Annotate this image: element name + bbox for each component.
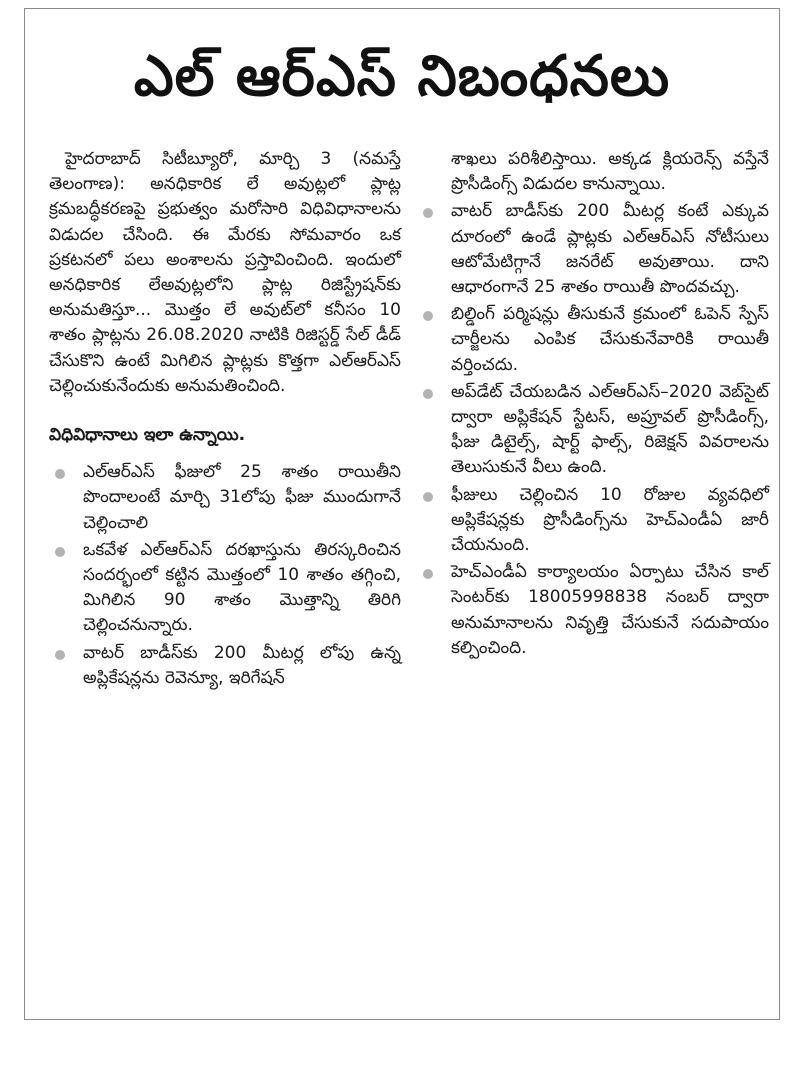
bullet-dot-icon <box>55 650 65 660</box>
list-item-text: ఫీజులు చెల్లించిన 10 రోజుల వ్యవధిలో అప్లికేషన్లకు ప్రొసీడింగ్స్‌ను హెచ్ఎండీఏ జారీ చేయనుంది. <box>451 484 769 556</box>
list-item-text: వాటర్ బాడీస్‌కు 200 మీటర్ల లోపు ఉన్న అప్లికేషన్లను రెవెన్యూ, ఇరిగేషన్ <box>83 642 401 688</box>
list-item <box>417 199 769 300</box>
headline: ఎల్ ఆర్ఎస్ నిబంధనలు <box>133 44 671 109</box>
list-item-text: ఎల్ఆర్ఎస్ ఫీజులో 25 శాతం రాయితీని పొందాలంటే మార్చి 31లోపు ఫీజు ముందుగానే చెల్లించాలి <box>83 462 401 533</box>
subheading: విధివిధానాలు ఇలా ఉన్నాయి. <box>49 425 246 446</box>
list-item <box>417 302 769 378</box>
list-item <box>49 641 401 691</box>
list-item-text: వాటర్ బాడీస్‌కు 200 మీటర్ల కంటే ఎక్కువ దూరంలో ఉండే ప్లాట్లకు ఎల్ఆర్ఎస్ నోటీసులు ఆటోమేటిగ్గానే జనరేట్ అవుతాయి. దాని ఆధారంగానే 25 శాతం రాయితీ పొందవచ్చు. <box>451 201 769 298</box>
list-item-text: హెచ్ఎండీఏ కార్యాలయం ఏర్పాటు చేసిన కాల్ సెంటర్‌కు 18005998838 నంబర్ ద్వారా అనుమానాలను నివృత్తి చేసుకునే సదుపాయం కల్పించింది. <box>451 562 769 658</box>
list-item <box>49 538 401 639</box>
list-item <box>417 380 769 481</box>
right-column <box>417 147 769 663</box>
list-item-text: బిల్డింగ్ పర్మిషన్లు తీసుకునే క్రమంలో ఓపెన్ స్పేస్ చార్జీలను ఎంపిక చేసుకునేవారికి రాయితీ వర్తించదు. <box>451 304 769 375</box>
bullet-dot-icon <box>55 547 65 557</box>
bullet-dot-icon <box>423 389 433 399</box>
lead-paragraph: హైదరాబాద్ సిటీబ్యూరో, మార్చి 3 (నమస్తే తెలంగాణ): అనధికారిక లే అవుట్లలో ప్లాట్ల క్రమబద్ధీకరణపై ప్రభుత్వం మరోసారి విధివిధానాలను విడుదల చేసింది. ఈ మేరకు సోమవారం ఒక ప్రకటనలో పలు అంశాలను ప్రస్తావించింది. ఇందులో అనధికారిక లేఅవుట్లలోని ప్లాట్ల రిజిస్ట్రేషన్‌కు అనుమతిస్తూ... మొత్తం లే అవుట్‌లో కనీసం 10 శాతం ప్లాట్లను 26.08.2020 నాటికి రిజిస్టర్డ్ సేల్ డీడ్ చేసుకొని ఉంటే మిగిలిన ప్లాట్లకు కొత్తగా ఎల్ఆర్ఎస్ చెల్లించుకునేందుకు అనుమతించింది. <box>49 149 401 396</box>
bullet-dot-icon <box>55 469 65 479</box>
bullet-dot-icon <box>423 569 433 579</box>
left-bullet-list <box>49 460 401 691</box>
list-item <box>417 483 769 559</box>
left-column <box>49 147 401 693</box>
right-bullet-list <box>417 199 769 661</box>
bullet-dot-icon <box>423 208 433 218</box>
news-clipping <box>24 8 780 1020</box>
list-item-text: ఒకవేళ ఎల్ఆర్ఎస్ దరఖాస్తును తిరస్కరించిన సందర్భంలో కట్టిన మొత్తంలో 10 శాతం తగ్గించి, మిగిలిన 90 శాతం మొత్తాన్ని తిరిగి చెల్లించనున్నారు. <box>83 539 401 636</box>
list-item-text: అప్‌డేట్ చేయబడిన ఎల్ఆర్ఎస్–2020 వెబ్‌సైట్ ద్వారా అప్లికేషన్ స్టేటస్, అప్రూవల్ ప్రొసీడింగ్స్, ఫీజు డిటైల్స్, షార్ట్ ఫాల్స్, రిజెక్షన్ వివరాలను తెలుసుకునే వీలు ఉంది. <box>451 381 769 478</box>
list-item <box>417 560 769 661</box>
bullet-dot-icon <box>423 492 433 502</box>
bullet-dot-icon <box>423 311 433 321</box>
list-item <box>49 460 401 536</box>
continued-text: శాఖలు పరిశీలిస్తాయి. అక్కడ క్లియరెన్స్ వస్తేనే ప్రొసీడింగ్స్ విడుదల కానున్నాయి. <box>451 149 769 195</box>
